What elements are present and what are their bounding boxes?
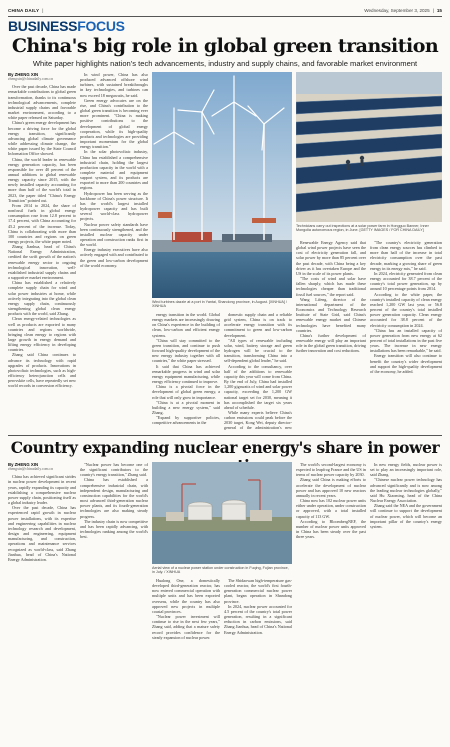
story-divider [8, 435, 442, 436]
paragraph: Zhang Jianhua, head of China's National Energy Administration, credited the swift growth of the nation's renewable energy sector to ongoing technological innovation, well-established industrial supply chains and a supportive market environment. [8, 244, 76, 281]
paragraph: Hydropower has been serving as the backbone of China's power structure. It has the world's largest installed hydropower capacity and has built several world-class hydropower projects. [80, 190, 148, 222]
solar-farm-caption: Technicians carry out inspections at a solar power farm in Hongguo Banner, Inner Mongolia autonomous region, in June. [GETTY IMAGES / FOR CHINA DAILY] [296, 224, 429, 233]
paragraph: China, the world leader in renewable energy generation capacity, has been responsible for over 40 percent of the annual additions to global renewable energy capacity since 2015, with the newly installed capacity accounting for more than half of the world's total in 2023, the paper titled "China's Energy Transition" pointed out. [8, 156, 76, 203]
paragraph: Green energy advocates are on the rise, and China's contribution to the global green transition is becoming ever more prominent. "China is making positive contributions to the development of global energy cooperation, while its high-quality products and technologies are providing important momentum for the global energy transition." [80, 97, 148, 150]
masthead-separator: | [42, 7, 44, 13]
paragraph: "China is at a pivotal moment in building a new energy system," said Zhang. [152, 399, 220, 415]
paper-name: CHINA DAILY [8, 7, 40, 13]
story2-column-1 [8, 462, 76, 742]
issue-date: Wednesday, September 3, 2025 [364, 7, 430, 13]
paragraph: In 2024, nuclear power accounted for 4.5 percent of the country's total power generation, resulting in a significant reduction in carbon emissions, said Zhang Jianhua, head of China's National Energy Administration. [224, 603, 292, 635]
paragraph: Hualong One, a domestically developed third-generation reactor, has now entered commercial operation with multiple units and has been exported overseas, while the country has also approved new projects in multiple coastal provinces. [152, 578, 220, 614]
masthead-separator-2: | [432, 7, 434, 13]
story2-column-2 [80, 462, 148, 742]
paragraph: "The costs of wind and solar have fallen sharply, which has made these technologies cheaper than traditional fossil fuel sources," the report said. [296, 276, 366, 297]
paragraph: According to BloombergNEF, the number of nuclear power units approved in China has been steady over the past three years. [296, 518, 366, 540]
story1-email: zhengxin@chinadaily.com.cn [8, 77, 54, 82]
story2-email: zhengxin@chinadaily.com.cn [8, 467, 54, 472]
story2-column-5 [296, 462, 366, 742]
paragraph: In the solar photovoltaic industry, China has established a comprehensive industrial chain, holding the largest production capacity in the world with a complete material and equipment support system, and its products are exported to more than 200 countries and regions. [80, 149, 148, 191]
paragraph: domestic supply chain and a reliable grid system, China is on track to accelerate energy transition with its commitment to green and low-carbon development. [224, 312, 292, 338]
story2-headline: Country expanding nuclear energy's share in power [10, 438, 440, 457]
paragraph: The world's second-largest economy is expected to leapfrog France and the US in terms of nuclear power capacity by 2030. [296, 462, 366, 478]
masthead [8, 4, 442, 16]
story1-column-6 [370, 240, 442, 432]
paragraph: It said that China has achieved remarkable progress in wind and solar energy equipment manufacturing, while energy efficiency continued to improve. [152, 363, 220, 385]
paragraph: Clean energy-related technologies as well as products are exported to many countries and regions worldwide, bringing clean energy to regions with large growth in energy demand and lifting energy efficiency in developing countries. [8, 316, 76, 353]
paragraph: China's green energy development has become a driving force for the global energy transition, significantly advancing global climate governance while addressing climate change, the white paper issued by the State Council Information Office showed. [8, 120, 76, 157]
paragraph: The industry chain is now competitive and has been rapidly advancing, with technologies ranking among the world's best. [80, 518, 148, 540]
paragraph: "Nuclear power has become one of the significant contributors to the country's energy transition," Zhang said. [80, 462, 148, 478]
paragraph: While many experts believe China's carbon emissions could peak before the 2030 target, Kong Wei, deputy director-general of the administration's new [224, 409, 292, 431]
story1-column-1 [8, 72, 76, 432]
paragraph: China has established a relatively complete supply chain for wind and solar power industries at home, while actively integrating into the global clean energy supply chain, continuously strengthening global clean energy products with the world, said Zhang. [8, 280, 76, 317]
paragraph: "China has an installed capacity of power generation from new energy at 62 percent of total installations in the past five years. The increase in new energy installations has been remarkable," he said. [370, 327, 442, 354]
section-title [8, 18, 125, 34]
nuclear-plant-photo [152, 462, 292, 564]
paragraph: China now has 102 nuclear power units either under operation, under construction or approved, with a total installed capacity of 113 GW. [296, 498, 366, 519]
paragraph: In wind power, China has also produced advanced offshore wind turbines, with sustained breakthroughs in key technologies, and turbines can now exceed 18 megawatts, he said. [80, 72, 148, 98]
story2-byline: By ZHENG XIN [8, 462, 39, 467]
paragraph: Renewable Energy Agency said that global wind power projects have seen the cost of electricity generation fall, and solar power by more than 85 percent over the past decade, with China being a key driver as it has overtaken Europe and the US in the scale of its power plants. [296, 240, 366, 276]
story1-column-2 [80, 72, 148, 432]
story1-column-3 [152, 312, 220, 432]
story1-deck: White paper highlights nation's tech advancements, industry and supply chains, and favorable market environment [32, 59, 418, 68]
paragraph: Over the past decade, China has experienced rapid growth in nuclear power installations, with its expertise and engineering capabilities in nuclear technology research and development, design and engineering, equipment manufacturing, and construction, operations and maintenance services recognized as world-class, said Zhang Jianhua, head of China's National Energy Administration. [8, 505, 76, 562]
paragraph: In 2024, electricity generated from clean energy accounted for 38.7 percent of the country's total power generation, up by around 10 percentage points from 2014. [370, 270, 442, 292]
paragraph: In new energy fields, nuclear power is set to play an increasingly important role, said Zhang. [370, 462, 442, 478]
story1-byline: By ZHENG XIN [8, 72, 39, 77]
paragraph: According to the consultancy, over half of the additions to renewable capacity this year will come from China. By the end of July, China had installed 1,200 gigawatts of wind and solar power capacity, exceeding the 1,200 GW national target set for 2030, meaning it has accomplished the target six years ahead of schedule. [224, 363, 292, 410]
paragraph: "Chinese nuclear power technology has advanced significantly and is now among the leading nuclear technologies globally," said Hu Xiaoming, head of the China Nuclear Energy Association. [370, 477, 442, 504]
story1-column-5 [296, 240, 366, 432]
paragraph: Over the past decade, China has made remarkable contributions to global green transformation, thanks to its continuous technological advancements, complete industrial supply chains and favorable market environment, according to a white paper released on Saturday. [8, 84, 76, 121]
paragraph: Energy transition will also continue to benefit the country's wider development and support the high-quality development of the economy, he added. [370, 353, 442, 374]
paragraph: According to the white paper, the country's installed capacity of clean energy reached 1,200 GW last year, or 56.8 percent of the country's total installed power generation capacity. Clean energy accounted for 38.8 percent of the electricity consumption in 2024. [370, 291, 442, 328]
page-number: 15 [436, 7, 442, 13]
paragraph: "Nuclear power investment will continue to rise in the next few years," Zhang said, adding that a mature safety record provides confidence for the steady expansion of nuclear power. [152, 614, 220, 640]
paragraph: China has established a comprehensive industrial chain, with independent design, manufacturing and construction capabilities for the world's most advanced third-generation nuclear power plants, and its fourth-generation technologies are also making steady progress. [80, 477, 148, 519]
paragraph: Zhang said China is making efforts to accelerate the development of nuclear power and has approved 10 new reactors annually in recent years. [296, 477, 366, 498]
story2-column-6 [370, 462, 442, 742]
paragraph: Nuclear power safety standards have been continuously strengthened, and the installed nuclear capacity under operation and construction ranks first in the world. [80, 221, 148, 248]
solar-farm-image [296, 72, 442, 222]
paragraph: Wang Lifeng, director of the international department of the Economics and Technology Research Institute of State Grid, said China's renewable energy market and Chinese technologies have benefited many countries. [296, 296, 366, 333]
paragraph: "All types of renewable including solar, wind, battery storage and green hydrogen will be crucial to the transition, transforming China into a self-dependent global leader," he said. [224, 337, 292, 364]
paragraph: China is a pivotal force in the development of global green energy, a role that will only grow in importance. [152, 384, 220, 400]
story2-column-3 [152, 578, 220, 742]
paragraph: Energy industry executives have also actively engaged with and contributed to the green and low-carbon development of the world economy. [80, 247, 148, 268]
paragraph: China's further development of renewable energy will play an important role in the global green transition, driving further innovation and cost reductions. [296, 332, 366, 354]
nuclear-plant-image [152, 462, 292, 564]
paragraph: The Shidaowan high-temperature gas-cooled reactor, the world's first fourth-generation commercial nuclear power plant, began operation in Shandong province. [224, 578, 292, 604]
wind-turbine-image [152, 72, 292, 298]
top-rule [8, 16, 442, 17]
paragraph: Zhang said the NEA and the government will continue to support the development of nuclear power, which will become an important pillar of the country's energy system. [370, 503, 442, 529]
nuclear-plant-caption: Aerial view of a nuclear power station under construction in Fuqing, Fujian province, in July. / XINHUA [152, 566, 289, 575]
paragraph: From 2014 to 2024, the share of nonfossil fuels in global energy consumption rose from 12.8 percent to 17.4 percent, with China accounting for 45.2 percent of the increase. Today, China is collaborating with more than 100 countries and regions on green energy projects, the white paper noted. [8, 202, 76, 244]
story2-column-4 [224, 578, 292, 742]
section-focus: FOCUS [77, 18, 125, 34]
paragraph: energy transition in the world. Global energy markets are increasingly drawing on China's experience in the building of clean, low-carbon and efficient energy systems. [152, 312, 220, 338]
wind-turbine-caption: Wind turbines dazzle at a port in Yantai, Shandong province, in August. [XINHUA] / XINHUA [152, 300, 287, 309]
paragraph: Zhang said China continues to advance its technology with rapid upgrades of products. Innovations in photovoltaic technologies, such as high-efficiency heterojunction cells and perovskite cells, have repeatedly set new world records in conversion efficiency. [8, 352, 76, 389]
paragraph: "The country's electricity generation from clean energy sources has climbed to more than half of the increase in total electricity consumption over the past decade, marking a growing share of green energy in its energy mix," he said. [370, 240, 442, 271]
paragraph: "Expand by supportive policies, competitive advancements in the [152, 415, 220, 426]
solar-farm-photo [296, 72, 442, 222]
story1-headline: China's big role in global green transition [11, 35, 439, 57]
paragraph: "China will stay committed to the green transition, and continue to push forward high-quality development of the new energy industry together with all countries," the white paper stressed. [152, 337, 220, 364]
wind-turbine-photo [152, 72, 292, 298]
story1-column-4 [224, 312, 292, 432]
paragraph: China has achieved significant strides in nuclear power development in recent years, rapidly expanding its capacity and establishing a comprehensive nuclear power supply chain, positioning itself as a global industry leader. [8, 474, 76, 506]
section-business: BUSINESS [8, 18, 78, 34]
